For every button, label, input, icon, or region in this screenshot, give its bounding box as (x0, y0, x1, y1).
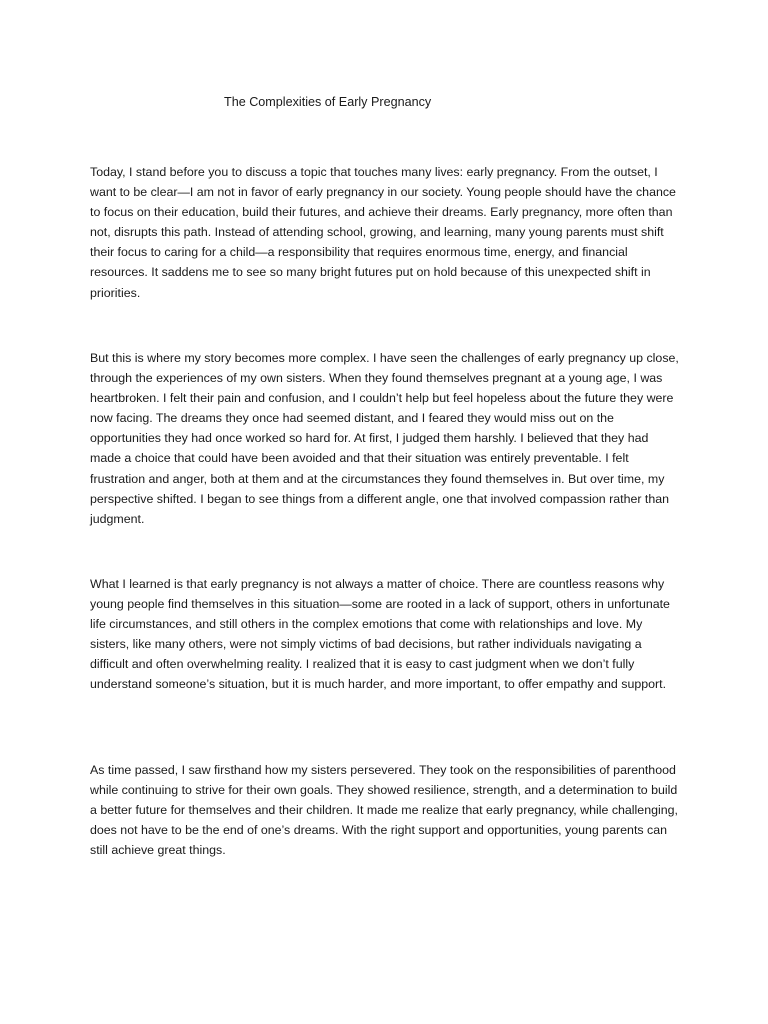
paragraph-3: What I learned is that early pregnancy is not always a matter of choice. There are countless reasons why young people find themselves in this situation—some are rooted in a lack of support, others in unfortunate life circumstances, and still others in the complex emotions that come with relationships and love. My sisters, like many others, were not simply victims of bad decisions, but rather individuals navigating a difficult and often overwhelming reality. I realized that it is easy to cast judgment when we don’t fully understand someone’s situation, but it is much harder, and more important, to offer empathy and support. (90, 577, 670, 692)
paragraph-2: But this is where my story becomes more complex. I have seen the challenges of early pregnancy up close, through the experiences of my own sisters. When they found themselves pregnant at a young age, I was heartbroken. I felt their pain and confusion, and I couldn’t help but feel hopeless about the future they were now facing. The dreams they once had seemed distant, and I feared they would miss out on the opportunities they had once worked so hard for. At first, I judged them harshly. I believed that they had made a choice that could have been avoided and that their situation was entirely preventable. I felt frustration and anger, both at them and at the circumstances they found themselves in. But over time, my perspective shifted. I began to see things from a different angle, one that involved compassion rather than judgment. (90, 351, 679, 526)
paragraph-4: As time passed, I saw firsthand how my sisters persevered. They took on the responsibilities of parenthood while continuing to strive for their own goals. They showed resilience, strength, and a determination to build a better future for themselves and their children. It made me realize that early pregnancy, while challenging, does not have to be the end of one’s dreams. With the right support and opportunities, young parents can still achieve great things. (90, 763, 678, 858)
document-title: The Complexities of Early Pregnancy (224, 95, 432, 109)
paragraph-1: Today, I stand before you to discuss a topic that touches many lives: early pregnancy. From the outset, I want to be clear—I am not in favor of early pregnancy in our society. Young people should have the chance to focus on their education, build their futures, and achieve their dreams. Early pregnancy, more often than not, disrupts this path. Instead of attending school, growing, and learning, many young parents must shift their focus to caring for a child—a responsibility that requires enormous time, energy, and financial resources. It saddens me to see so many bright futures put on hold because of this unexpected shift in priorities. (90, 165, 676, 300)
